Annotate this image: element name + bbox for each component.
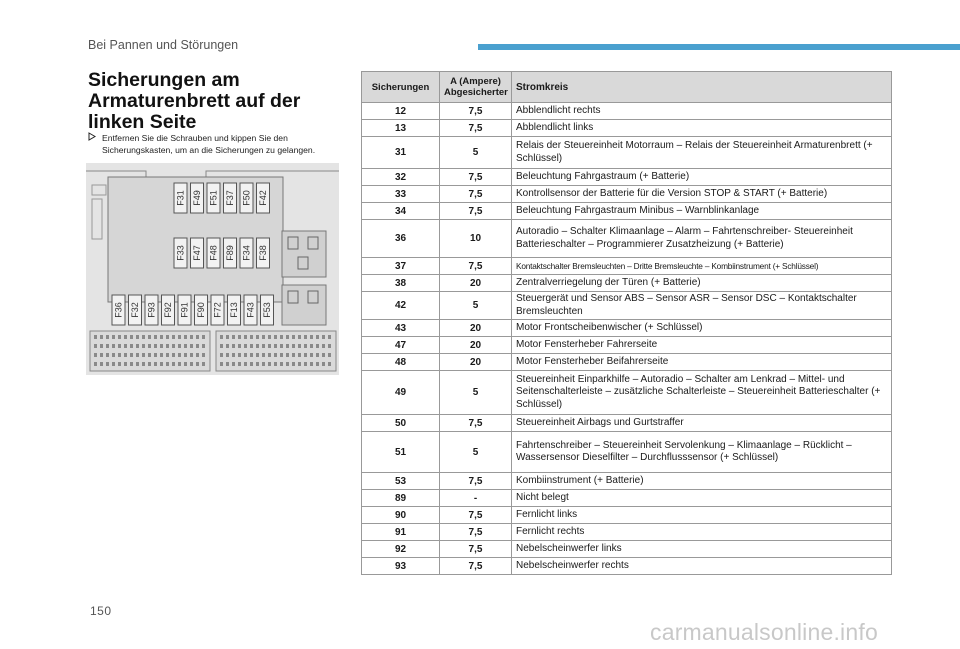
- ampere-cell: 7,5: [440, 473, 512, 490]
- fuse-number-cell: 42: [362, 292, 440, 320]
- fuse-number-cell: 53: [362, 473, 440, 490]
- table-row: [362, 558, 892, 575]
- circuit-cell: Fernlicht links: [512, 507, 892, 524]
- circuit-cell: Steuereinheit Einparkhilfe – Autoradio – Schalter am Lenkrad – Mittel- und Seitenschalterleiste – zusätzliche Schalterleiste – Steuereinheit Batterieschalter (+ Schlüssel): [512, 371, 892, 415]
- fuse-label: F33: [175, 245, 186, 261]
- column-header-circuit: Stromkreis: [512, 72, 892, 103]
- fuse-label: F31: [175, 190, 186, 206]
- circuit-cell: Motor Fensterheber Beifahrerseite: [512, 354, 892, 371]
- header-accent-bar: [478, 44, 960, 50]
- fuse-label: F49: [192, 190, 202, 206]
- fuse-label: F93: [146, 302, 157, 318]
- circuit-cell: Steuereinheit Airbags und Gurtstraffer: [512, 415, 892, 432]
- fuse-label: F51: [208, 190, 219, 206]
- ampere-cell: 7,5: [440, 507, 512, 524]
- fuse-number-cell: 34: [362, 203, 440, 220]
- fuse-number-cell: 93: [362, 558, 440, 575]
- ampere-cell: 7,5: [440, 186, 512, 203]
- running-header: Bei Pannen und Störungen: [88, 38, 239, 52]
- column-header-fuse: Sicherungen: [362, 72, 440, 103]
- ampere-cell: 20: [440, 275, 512, 292]
- fuse-number-cell: 13: [362, 120, 440, 137]
- circuit-cell: Relais der Steuereinheit Motorraum – Relais der Steuereinheit Armaturenbrett (+ Schlüssel): [512, 137, 892, 169]
- circuit-cell: Beleuchtung Fahrgastraum Minibus – Warnblinkanlage: [512, 203, 892, 220]
- ampere-cell: 5: [440, 137, 512, 169]
- ampere-cell: 7,5: [440, 103, 512, 120]
- fuse-number-cell: 50: [362, 415, 440, 432]
- circuit-cell: Kontaktschalter Bremsleuchten – Dritte Bremsleuchte – Kombiinstrument (+ Schlüssel): [512, 258, 892, 275]
- fuse-number-cell: 49: [362, 371, 440, 415]
- table-row: [362, 432, 892, 473]
- fuse-number-cell: 48: [362, 354, 440, 371]
- table-row: [362, 415, 892, 432]
- fuse-number-cell: 12: [362, 103, 440, 120]
- table-row: [362, 541, 892, 558]
- ampere-cell: 7,5: [440, 120, 512, 137]
- fuse-label: F38: [258, 245, 268, 261]
- ampere-cell: -: [440, 490, 512, 507]
- fuse-number-cell: 37: [362, 258, 440, 275]
- fuse-label: F92: [163, 302, 173, 318]
- circuit-cell: Fernlicht rechts: [512, 524, 892, 541]
- column-header-ampere: A (Ampere) Abgesicherter: [440, 72, 512, 103]
- fusebox-diagram: [86, 163, 339, 375]
- fuse-label: F72: [212, 302, 223, 318]
- fuse-label: F89: [225, 245, 235, 261]
- table-row: [362, 507, 892, 524]
- fuse-number-cell: 38: [362, 275, 440, 292]
- fuse-label: F34: [241, 245, 252, 261]
- ampere-cell: 20: [440, 337, 512, 354]
- fuse-number-cell: 92: [362, 541, 440, 558]
- instruction-text: Entfernen Sie die Schrauben und kippen Sie den Sicherungskasten, um an die Sicherungen zu gelangen.: [102, 133, 316, 155]
- table-row: [362, 354, 892, 371]
- fuse-label: F43: [245, 302, 256, 318]
- ampere-cell: 7,5: [440, 415, 512, 432]
- ampere-cell: 7,5: [440, 524, 512, 541]
- fuse-label: F36: [113, 302, 124, 318]
- table-row: [362, 524, 892, 541]
- circuit-cell: Nebelscheinwerfer rechts: [512, 558, 892, 575]
- circuit-cell: Kombiinstrument (+ Batterie): [512, 473, 892, 490]
- circuit-cell: Motor Frontscheibenwischer (+ Schlüssel): [512, 320, 892, 337]
- table-header-row: [362, 72, 892, 103]
- table-row: [362, 169, 892, 186]
- ampere-cell: 7,5: [440, 541, 512, 558]
- fuse-label: F32: [130, 302, 140, 318]
- circuit-cell: Abblendlicht links: [512, 120, 892, 137]
- table-row: [362, 103, 892, 120]
- circuit-cell: Motor Fensterheber Fahrerseite: [512, 337, 892, 354]
- ampere-cell: 7,5: [440, 258, 512, 275]
- fuse-label: F50: [241, 190, 252, 206]
- ampere-cell: 7,5: [440, 203, 512, 220]
- fuse-label: F53: [262, 302, 272, 318]
- ampere-cell: 20: [440, 354, 512, 371]
- fuse-number-cell: 47: [362, 337, 440, 354]
- fuse-number-cell: 31: [362, 137, 440, 169]
- fuse-label: F90: [196, 302, 206, 318]
- fuse-number-cell: 36: [362, 220, 440, 258]
- ampere-cell: 10: [440, 220, 512, 258]
- table-row: [362, 337, 892, 354]
- circuit-cell: Kontrollsensor der Batterie für die Version STOP & START (+ Batterie): [512, 186, 892, 203]
- fuse-label: F13: [229, 302, 239, 318]
- circuit-cell: Beleuchtung Fahrgastraum (+ Batterie): [512, 169, 892, 186]
- ampere-cell: 7,5: [440, 169, 512, 186]
- circuit-cell: Autoradio – Schalter Klimaanlage – Alarm – Fahrtenschreiber- Steuereinheit Batterieschalter – Programmierer Zusatzheizung (+ Batterie): [512, 220, 892, 258]
- circuit-cell: Abblendlicht rechts: [512, 103, 892, 120]
- fuse-number-cell: 89: [362, 490, 440, 507]
- table-row: [362, 275, 892, 292]
- fuse-number-cell: 43: [362, 320, 440, 337]
- instruction: [88, 132, 350, 156]
- ampere-cell: 5: [440, 292, 512, 320]
- page-title: Sicherungen am Armaturenbrett auf der linken Seite: [88, 69, 301, 133]
- table-row: [362, 292, 892, 320]
- table-row: [362, 473, 892, 490]
- fuse-label: F48: [208, 245, 219, 261]
- table-row: [362, 220, 892, 258]
- circuit-cell: Zentralverriegelung der Türen (+ Batterie): [512, 275, 892, 292]
- table-row: [362, 120, 892, 137]
- table-row: [362, 203, 892, 220]
- page-number: 150: [90, 604, 112, 618]
- fuse-label: F47: [192, 245, 202, 261]
- table-row: [362, 137, 892, 169]
- table-row: [362, 490, 892, 507]
- triangle-bullet-icon: [88, 132, 102, 156]
- fuse-label: F37: [225, 190, 235, 206]
- watermark: carmanualsonline.info: [650, 619, 878, 645]
- circuit-cell: Steuergerät und Sensor ABS – Sensor ASR – Sensor DSC – Kontaktschalter Bremsleuchten: [512, 292, 892, 320]
- circuit-cell: Nebelscheinwerfer links: [512, 541, 892, 558]
- fuse-label: F91: [179, 302, 190, 318]
- table-row: [362, 371, 892, 415]
- table-row: [362, 320, 892, 337]
- fuse-number-cell: 91: [362, 524, 440, 541]
- ampere-cell: 7,5: [440, 558, 512, 575]
- table-row: [362, 258, 892, 275]
- fuse-number-cell: 90: [362, 507, 440, 524]
- ampere-cell: 20: [440, 320, 512, 337]
- circuit-cell: Fahrtenschreiber – Steuereinheit Servolenkung – Klimaanlage – Rücklicht – Wassersensor Dieselfilter – Durchflusssensor (+ Schlüssel): [512, 432, 892, 473]
- ampere-cell: 5: [440, 371, 512, 415]
- fuse-label: F42: [258, 190, 268, 206]
- ampere-cell: 5: [440, 432, 512, 473]
- fuse-number-cell: 33: [362, 186, 440, 203]
- table-row: [362, 186, 892, 203]
- fuse-number-cell: 51: [362, 432, 440, 473]
- fuse-table: [361, 71, 892, 575]
- circuit-cell: Nicht belegt: [512, 490, 892, 507]
- fuse-number-cell: 32: [362, 169, 440, 186]
